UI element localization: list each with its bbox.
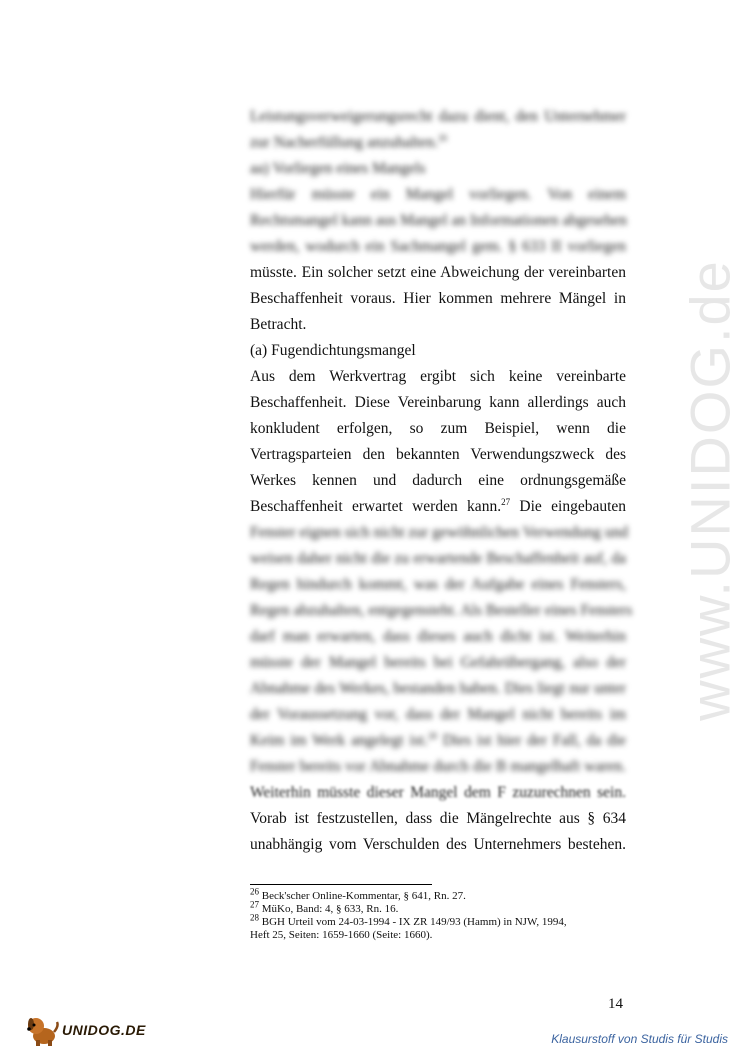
body-line: Regen abzuhalten, entgegensteht. Als Besteller eines Fensters	[250, 602, 633, 619]
footnote-continuation: Heft 25, Seiten: 1659-1660 (Seite: 1660).	[250, 929, 433, 941]
body-line: konkludent erfolgen, so zum Beispiel, wenn die	[250, 420, 626, 437]
body-line: Keim im Werk angelegt ist.$^{28}$ Dies ist hier der Fall, da die	[250, 730, 626, 749]
body-line: Vorab ist festzustellen, dass die Mängelrechte aus § 634	[250, 810, 626, 827]
body-line: müsste der Mangel bereits bei Gefahrübergang, also der	[250, 654, 626, 671]
footnote-ref: 26	[438, 132, 448, 143]
body-line: darf man erwarten, dass dieses auch dicht ist. Weiterhin	[250, 628, 626, 645]
body-line: Aus dem Werkvertrag ergibt sich keine vereinbarte	[250, 368, 626, 385]
body-line: Abnahme des Werkes, bestanden haben. Dies liegt nur unter	[250, 680, 626, 697]
body-line: aa) Vorliegen eines Mangels	[250, 160, 426, 177]
body-line: Beschaffenheit voraus. Hier kommen mehrere Mängel in	[250, 290, 626, 307]
footnote-ref: 28	[427, 730, 437, 741]
logo-text: UNIDOG.DE	[62, 1022, 146, 1038]
tagline: Klausurstoff von Studis für Studis	[551, 1032, 728, 1046]
body-line: Leistungsverweigerungsrecht dazu dient, den Unternehmer	[250, 108, 626, 125]
body-line: zur Nacherfüllung anzuhalten.$^{26}$	[250, 132, 448, 151]
watermark-text: www.UNIDOG.de	[678, 259, 742, 721]
footnote: $^{28}$ BGH Urteil vom 24-03-1994 - IX ZR 149/93 (Hamm) in NJW, 1994,	[250, 912, 567, 928]
section-heading: (a) Fugendichtungsmangel	[250, 342, 416, 359]
body-line: Vertragsparteien den bekannten Verwendungszweck des	[250, 446, 626, 463]
footnote-ref: 27	[501, 496, 511, 507]
unidog-logo	[24, 1012, 164, 1048]
body-line: unabhängig vom Verschulden des Unternehmers bestehen.	[250, 836, 626, 853]
body-line: Fenster bereits vor Abnahme durch die B mangelhaft waren.	[250, 758, 626, 775]
body-line: Beschaffenheit erwartet werden kann.$^{27}$ Die eingebauten	[250, 496, 627, 515]
body-line: müsste. Ein solcher setzt eine Abweichung der vereinbarten	[250, 264, 626, 281]
body-line: Weiterhin müsste dieser Mangel dem F zuzurechnen sein.	[250, 784, 626, 801]
footnotes	[250, 886, 630, 942]
body-line: Regen hindurch kommt, was der Aufgabe eines Fensters,	[250, 576, 626, 593]
body-line: Fenster eignen sich nicht zur gewöhnlichen Verwendung und	[250, 524, 629, 541]
footnote-separator	[250, 884, 432, 885]
footnote: $^{26}$ Beck'scher Online-Kommentar, § 641, Rn. 27.	[250, 886, 466, 902]
body-line: Werkes kennen und dadurch eine ordnungsgemäße	[250, 472, 626, 489]
body-line: Betracht.	[250, 316, 307, 333]
body-line: weisen daher nicht die zu erwartende Beschaffenheit auf, da	[250, 550, 626, 567]
body-line: der Voraussetzung vor, dass der Mangel nicht bereits im	[250, 706, 626, 723]
dog-icon	[24, 1012, 60, 1048]
footnote: $^{27}$ MüKo, Band: 4, § 633, Rn. 16.	[250, 899, 399, 915]
body-line: werden, wodurch ein Sachmangel gem. § 633 II vorliegen	[250, 238, 626, 255]
page-number: 14	[608, 996, 623, 1012]
body-text	[250, 104, 633, 858]
watermark	[640, 230, 750, 750]
body-line: Hierfür müsste ein Mangel vorliegen. Von einem	[250, 186, 626, 203]
body-line: Beschaffenheit. Diese Vereinbarung kann allerdings auch	[250, 394, 626, 411]
body-line: Rechtsmangel kann aus Mangel an Informationen abgesehen	[250, 212, 628, 229]
